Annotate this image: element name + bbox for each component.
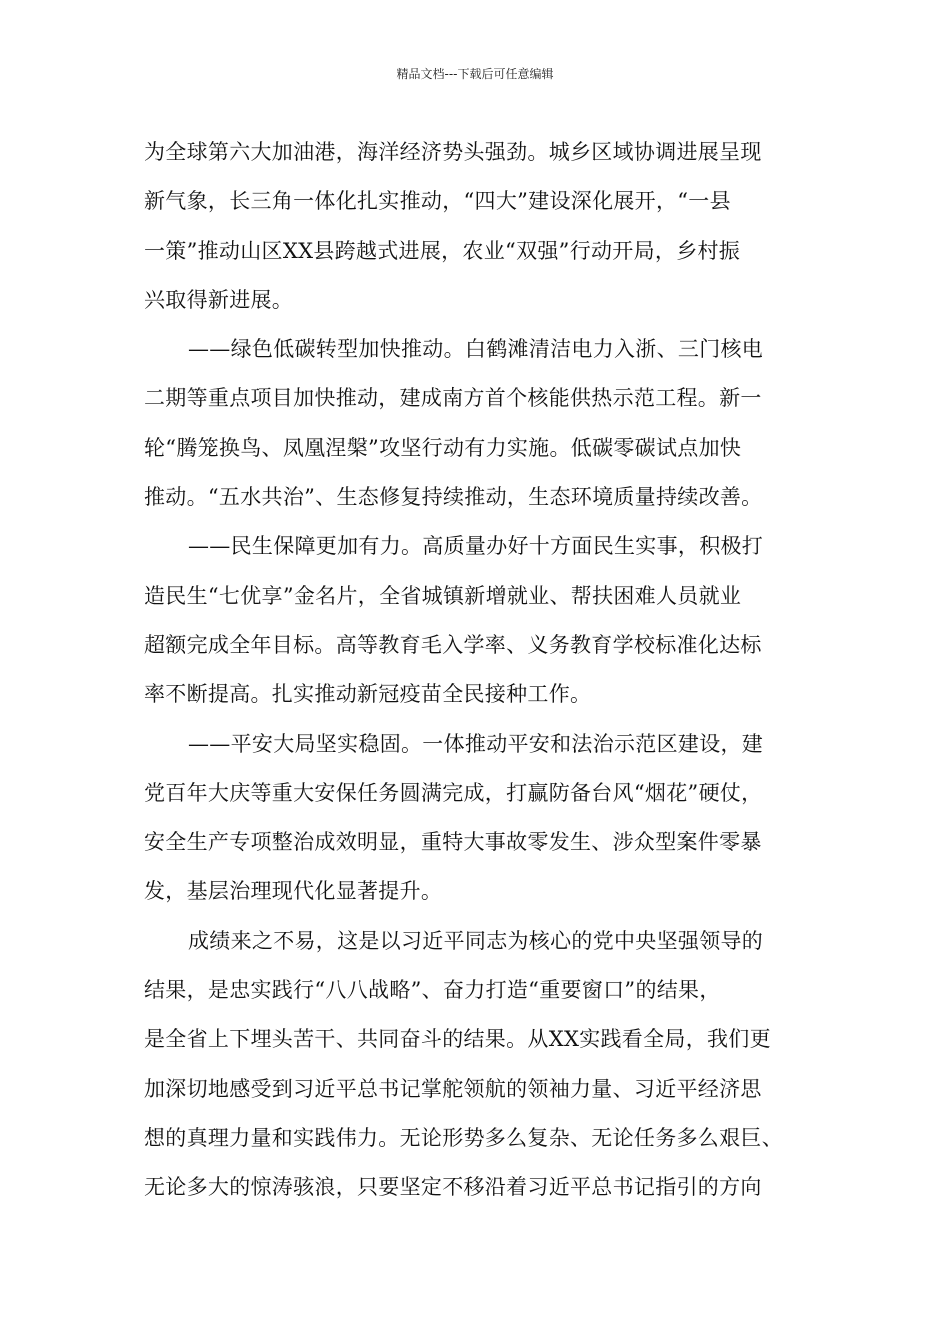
text-line: ——平安大局坚实稳固。一体推动平安和法治示范区建设，建 xyxy=(188,731,764,756)
text-line: ——民生保障更加有力。高质量办好十方面民生实事，积极打 xyxy=(188,534,764,559)
document-body xyxy=(144,128,828,1213)
paragraph xyxy=(144,720,828,917)
text-line: 推动。“五水共治”、生态修复持续推动，生态环境质量持续改善。 xyxy=(144,485,763,510)
text-line: 兴取得新进展。 xyxy=(144,287,294,312)
paragraph xyxy=(144,522,828,719)
text-line: 结果，是忠实践行“八八战略”、奋力打造“重要窗口”的结果， xyxy=(144,978,721,1003)
text-line: 二期等重点项目加快推动，建成南方首个核能供热示范工程。新一 xyxy=(144,386,762,411)
text-line: 一策”推动山区XX县跨越式进展，农业“双强”行动开局，乡村振 xyxy=(144,238,741,263)
text-line: 无论多大的惊涛骇浪，只要坚定不移沿着习近平总书记指引的方向 xyxy=(144,1175,762,1200)
text-line: 超额完成全年目标。高等教育毛入学率、义务教育学校标准化达标 xyxy=(144,632,762,657)
text-line: 为全球第六大加油港，海洋经济势头强劲。城乡区域协调进展呈现 xyxy=(144,140,762,164)
text-line: ——绿色低碳转型加快推动。白鹤滩清洁电力入浙、三门核电 xyxy=(188,337,764,362)
text-line: 是全省上下埋头苦干、共同奋斗的结果。从XX实践看全局，我们更 xyxy=(144,1027,771,1052)
paragraph xyxy=(144,128,828,325)
text-line: 造民生“七优享”金名片，全省城镇新增就业、帮扶困难人员就业 xyxy=(144,583,742,608)
text-line: 率不断提高。扎实推动新冠疫苗全民接种工作。 xyxy=(144,682,592,707)
text-line: 轮“腾笼换鸟、凤凰涅槃”攻坚行动有力实施。低碳零碳试点加快 xyxy=(144,435,742,460)
text-line: 新气象，长三角一体化扎实推动，“四大”建设深化展开，“一县 xyxy=(144,189,731,214)
text-line: 想的真理力量和实践伟力。无论形势多么复杂、无论任务多么艰巨、 xyxy=(144,1125,783,1150)
text-line: 党百年大庆等重大安保任务圆满完成，打赢防备台风“烟花”硬仗， xyxy=(144,780,763,805)
page-header: 精品文档---下载后可任意编辑 xyxy=(396,67,554,81)
paragraph xyxy=(144,325,828,522)
paragraph xyxy=(144,917,828,1213)
text-line: 安全生产专项整治成效明显，重特大事故零发生、涉众型案件零暴 xyxy=(144,830,762,855)
text-line: 加深切地感受到习近平总书记掌舵领航的领袖力量、习近平经济思 xyxy=(144,1076,762,1101)
text-line: 成绩来之不易，这是以习近平同志为核心的党中央坚强领导的 xyxy=(188,928,764,953)
text-line: 发，基层治理现代化显著提升。 xyxy=(144,879,443,904)
